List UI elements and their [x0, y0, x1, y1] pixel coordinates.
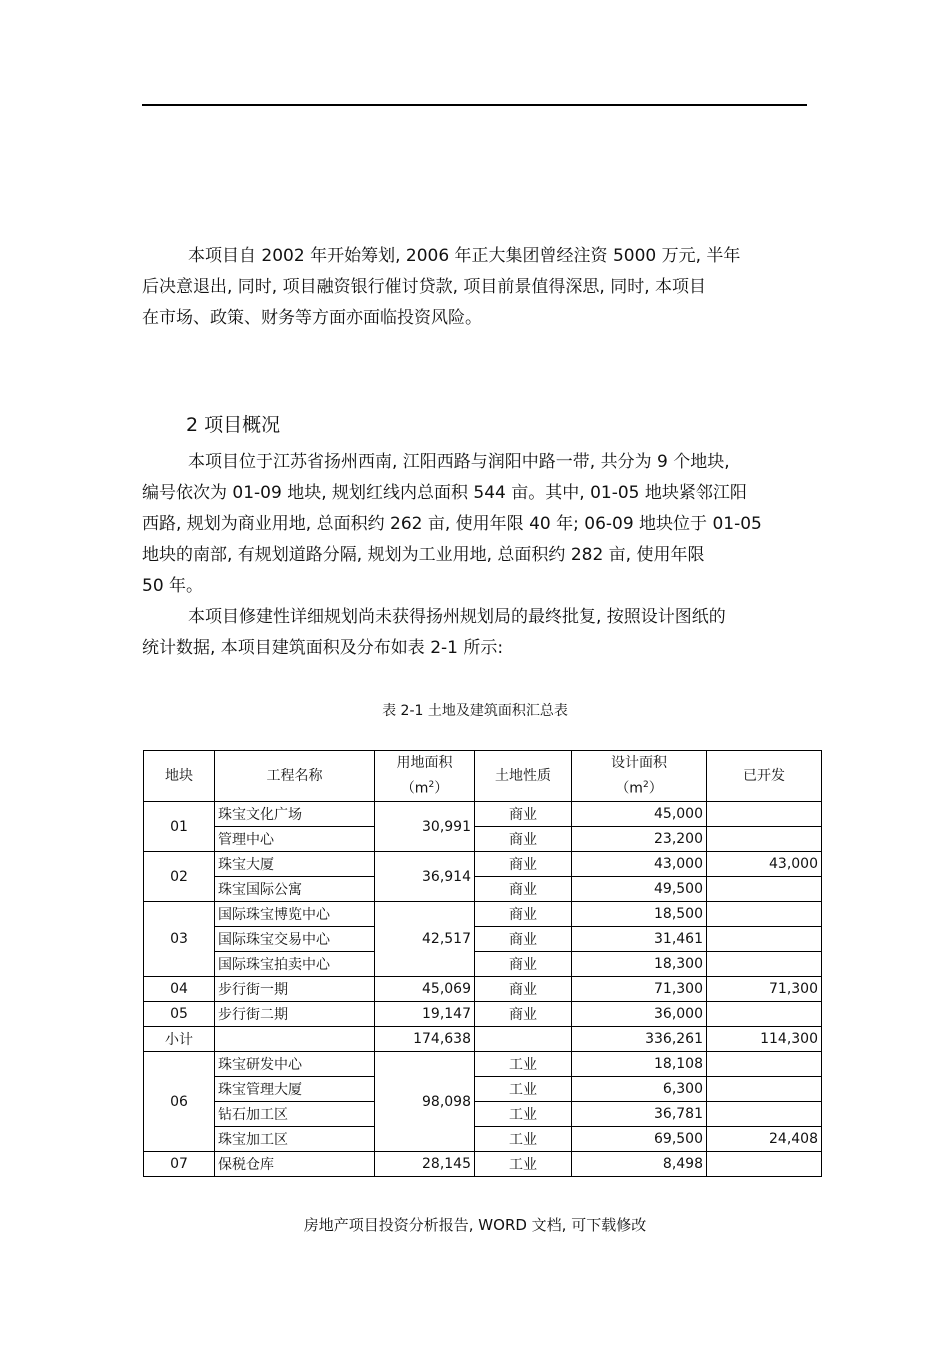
cell-land-type: 商业 [475, 1002, 572, 1027]
cell-project: 珠宝研发中心 [215, 1052, 375, 1077]
text-line: 本项目自 2002 年开始筹划, 2006 年正大集团曾经注资 5000 万元, 半年 [188, 246, 741, 266]
table-row [144, 877, 822, 902]
subtotal-row [144, 1027, 822, 1052]
cell-project: 国际珠宝拍卖中心 [215, 952, 375, 977]
unit-close: ） [434, 780, 449, 797]
header-land-area [375, 751, 475, 802]
cell-land-area: 98,098 [375, 1052, 475, 1152]
cell-design-area: 18,300 [572, 952, 707, 977]
cell-developed [707, 1002, 822, 1027]
header-design-area-label: 设计面积 [611, 755, 667, 772]
cell-land-type: 商业 [475, 927, 572, 952]
cell-project [215, 1027, 375, 1052]
cell-design-area: 6,300 [572, 1077, 707, 1102]
page-footer: 房地产项目投资分析报告, WORD 文档, 可下载修改 [303, 1216, 647, 1234]
cell-land-area: 28,145 [375, 1152, 475, 1177]
cell-project: 国际珠宝交易中心 [215, 927, 375, 952]
cell-design-area: 18,500 [572, 902, 707, 927]
table-row [144, 827, 822, 852]
cell-land-type: 工业 [475, 1152, 572, 1177]
table-row [144, 1102, 822, 1127]
cell-developed [707, 902, 822, 927]
text-line: 地块的南部, 有规划道路分隔, 规划为工业用地, 总面积约 282 亩, 使用年限 [142, 545, 705, 565]
cell-plot: 小计 [144, 1027, 215, 1052]
cell-design-area: 36,781 [572, 1102, 707, 1127]
text-line: 后决意退出, 同时, 项目融资银行催讨贷款, 项目前景值得深思, 同时, 本项目 [142, 277, 707, 297]
table-caption: 表 2-1 土地及建筑面积汇总表 [382, 703, 568, 719]
header-land-area-label: 用地面积 [396, 755, 453, 772]
cell-land-type: 商业 [475, 977, 572, 1002]
cell-land-type [475, 1027, 572, 1052]
cell-project: 珠宝加工区 [215, 1127, 375, 1152]
text-line: 统计数据, 本项目建筑面积及分布如表 2-1 所示: [142, 638, 504, 658]
cell-land-area: 42,517 [375, 902, 475, 977]
header-design-area [572, 751, 707, 802]
header-project: 工程名称 [215, 751, 375, 802]
table-row [144, 852, 822, 877]
cell-land-type: 工业 [475, 1127, 572, 1152]
unit-sup: 2 [642, 780, 649, 791]
cell-land-area: 36,914 [375, 852, 475, 902]
cell-plot: 06 [144, 1052, 215, 1152]
planning-paragraph [142, 602, 807, 664]
table-row [144, 952, 822, 977]
table-row [144, 902, 822, 927]
cell-developed [707, 877, 822, 902]
cell-land-type: 商业 [475, 827, 572, 852]
cell-design-area: 336,261 [572, 1027, 707, 1052]
cell-plot: 03 [144, 902, 215, 977]
table-row [144, 802, 822, 827]
cell-design-area: 71,300 [572, 977, 707, 1002]
header-land-type: 土地性质 [475, 751, 572, 802]
intro-paragraph [142, 241, 807, 334]
cell-developed [707, 927, 822, 952]
cell-developed [707, 827, 822, 852]
cell-design-area: 36,000 [572, 1002, 707, 1027]
text-line: 本项目位于江苏省扬州西南, 江阳西路与润阳中路一带, 共分为 9 个地块, [188, 452, 730, 472]
cell-developed [707, 1102, 822, 1127]
text-line: 本项目修建性详细规划尚未获得扬州规划局的最终批复, 按照设计图纸的 [188, 607, 726, 627]
text-line: 编号依次为 01-09 地块, 规划红线内总面积 544 亩。其中, 01-05 地块紧邻江阳 [142, 483, 747, 503]
land-area-table [143, 750, 822, 1177]
unit-open: （m [615, 780, 643, 797]
cell-land-area: 19,147 [375, 1002, 475, 1027]
cell-developed: 71,300 [707, 977, 822, 1002]
table-row [144, 927, 822, 952]
cell-plot: 01 [144, 802, 215, 852]
cell-land-type: 工业 [475, 1102, 572, 1127]
cell-developed [707, 1077, 822, 1102]
cell-project: 珠宝管理大厦 [215, 1077, 375, 1102]
table-row [144, 1002, 822, 1027]
cell-developed [707, 952, 822, 977]
header-rule [142, 104, 807, 106]
cell-plot: 07 [144, 1152, 215, 1177]
text-line: 在市场、政策、财务等方面亦面临投资风险。 [142, 308, 482, 328]
unit-close: ） [648, 780, 663, 797]
cell-developed [707, 802, 822, 827]
cell-developed: 24,408 [707, 1127, 822, 1152]
text-line: 西路, 规划为商业用地, 总面积约 262 亩, 使用年限 40 年; 06-09 地块位于 01-05 [142, 514, 762, 534]
cell-developed: 114,300 [707, 1027, 822, 1052]
cell-land-type: 商业 [475, 877, 572, 902]
cell-plot: 05 [144, 1002, 215, 1027]
cell-plot: 04 [144, 977, 215, 1002]
overview-paragraph [142, 447, 807, 602]
cell-project: 珠宝国际公寓 [215, 877, 375, 902]
cell-design-area: 8,498 [572, 1152, 707, 1177]
table-row [144, 1127, 822, 1152]
cell-land-area: 30,991 [375, 802, 475, 852]
cell-project: 钻石加工区 [215, 1102, 375, 1127]
cell-developed: 43,000 [707, 852, 822, 877]
cell-project: 步行街二期 [215, 1002, 375, 1027]
cell-land-type: 商业 [475, 852, 572, 877]
header-developed: 已开发 [707, 751, 822, 802]
cell-plot: 02 [144, 852, 215, 902]
cell-project: 步行街一期 [215, 977, 375, 1002]
cell-project: 保税仓库 [215, 1152, 375, 1177]
cell-project: 管理中心 [215, 827, 375, 852]
cell-design-area: 31,461 [572, 927, 707, 952]
cell-developed [707, 1052, 822, 1077]
cell-land-area: 174,638 [375, 1027, 475, 1052]
cell-project: 珠宝大厦 [215, 852, 375, 877]
cell-design-area: 69,500 [572, 1127, 707, 1152]
cell-project: 珠宝文化广场 [215, 802, 375, 827]
cell-design-area: 49,500 [572, 877, 707, 902]
cell-land-type: 工业 [475, 1052, 572, 1077]
table-row [144, 977, 822, 1002]
cell-project: 国际珠宝博览中心 [215, 902, 375, 927]
text-line: 50 年。 [142, 576, 204, 596]
header-plot: 地块 [144, 751, 215, 802]
cell-developed [707, 1152, 822, 1177]
cell-land-area: 45,069 [375, 977, 475, 1002]
unit-sup: 2 [428, 780, 435, 791]
table-row [144, 1052, 822, 1077]
cell-land-type: 商业 [475, 952, 572, 977]
cell-design-area: 43,000 [572, 852, 707, 877]
cell-design-area: 45,000 [572, 802, 707, 827]
section-heading: 2 项目概况 [186, 414, 281, 436]
table-row [144, 1152, 822, 1177]
cell-land-type: 工业 [475, 1077, 572, 1102]
table-row [144, 1077, 822, 1102]
unit-open: （m [400, 780, 429, 797]
cell-design-area: 18,108 [572, 1052, 707, 1077]
table-header-row [144, 751, 822, 802]
cell-design-area: 23,200 [572, 827, 707, 852]
cell-land-type: 商业 [475, 802, 572, 827]
cell-land-type: 商业 [475, 902, 572, 927]
